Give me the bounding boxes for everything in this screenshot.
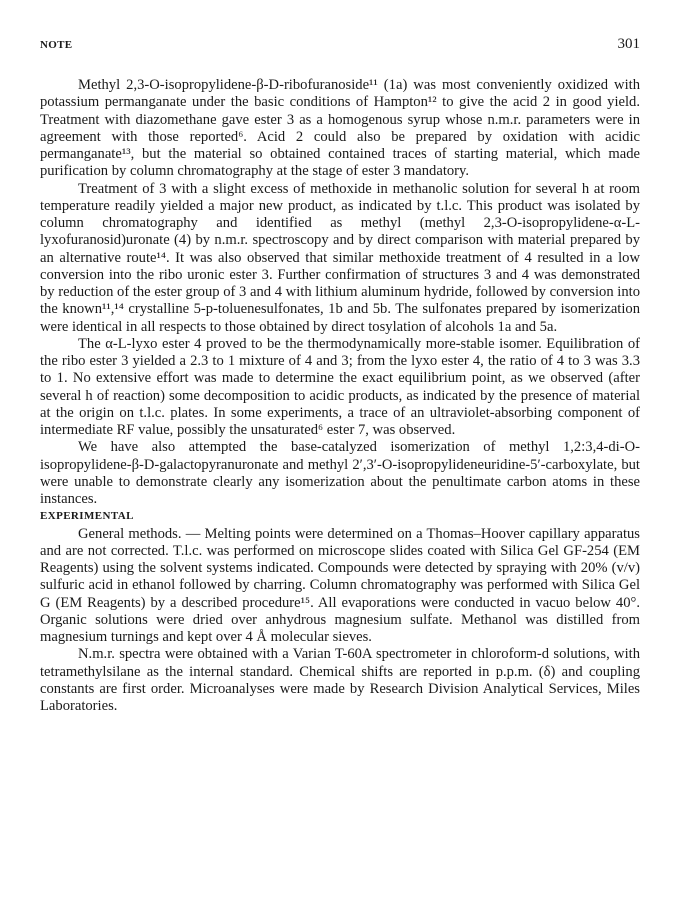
paragraph-equilibration: The α-L-lyxo ester 4 proved to be the thermodynamically more-stable isomer. Equilibration of the ribo ester 3 yielded a 2.3 to 1 mixture of 4 and 3; from the lyxo ester 4, the ratio of 4 to 3 was 3.3 to 1. No extensive effort was made to determine the exact equilibrium point, as we observed (after several h of reaction) some decomposition to acidic products, as indicated by the presence of material at the origin on t.l.c. plates. In some experiments, a trace of an ultraviolet-absorbing component of intermediate RF value, possibly the unsaturated⁶ ester 7, was observed. <box>40 335 640 438</box>
paragraph-other-isomerizations: We have also attempted the base-catalyzed isomerization of methyl 1,2:3,4-di-O-isopropylidene-β-D-galactopyranuronate and methyl 2′,3′-O-isopropylideneuridine-5′-carboxylate, but were unable to demonstrate clearly any isomerization about the penultimate carbon atoms in these instances. <box>40 439 640 507</box>
page-number: 301 <box>617 36 640 52</box>
page-header <box>40 36 640 56</box>
paragraph-nmr-spectra: N.m.r. spectra were obtained with a Varian T-60A spectrometer in chloroform-d solutions, with tetramethylsilane as the internal standard. Chemical shifts are reported in p.p.m. (δ) and coupling constants are first order. Microanalyses were made by Research Division Analytical Services, Miles Laboratories. <box>40 646 640 714</box>
paragraph-oxidation: Methyl 2,3-O-isopropylidene-β-D-ribofuranoside¹¹ (1a) was most conveniently oxidized with potassium permanganate under the basic conditions of Hampton¹² to give the acid 2 in good yield. Treatment with diazomethane gave ester 3 as a homogenous syrup whose n.m.r. parameters were in agreement with those reported⁶. Acid 2 could also be prepared by oxidation with acidic permanganate¹³, but the material so obtained contained traces of starting material, which made purification by column chromatography at the stage of ester 3 mandatory. <box>40 77 640 180</box>
paragraph-general-methods: General methods. — Melting points were determined on a Thomas–Hoover capillary apparatus and are not corrected. T.l.c. was performed on microscope slides coated with Silica Gel GF-254 (EM Reagents) using the solvent systems indicated. Compounds were detected by spraying with 20% (v/v) sulfuric acid in ethanol followed by charring. Column chromatography was performed with Silica Gel G (EM Reagents) by a described procedure¹⁵. All evaporations were conducted in vacuo below 40°. Organic solutions were dried over anhydrous magnesium sulfate. Methanol was distilled from magnesium turnings and kept over 4 Å molecular sieves. <box>40 525 640 645</box>
paragraph-methoxide-treatment: Treatment of 3 with a slight excess of methoxide in methanolic solution for several h at room temperature readily yielded a major new product, as indicated by t.l.c. This product was isolated by column chromatography and identified as methyl (methyl 2,3-O-isopropylidene-α-L-lyxofuranosid)uronate (4) by n.m.r. spectroscopy and by direct comparison with material prepared by an alternative route¹⁴. It was also observed that similar methoxide treatment of 4 resulted in a low conversion into the ribo uronic ester 3. Further confirmation of structures 3 and 4 was demonstrated by reduction of the ester group of 3 and 4 with lithium aluminum hydride, followed by conversion into the known¹¹,¹⁴ crystalline 5-p-toluenesulfonates, 1b and 5b. The sulfonates prepared by isomerization were identical in all respects to those obtained by direct tosylation of alcohols 1a and 5a. <box>40 180 640 335</box>
running-head: NOTE <box>40 39 73 51</box>
section-heading-experimental: EXPERIMENTAL <box>40 510 134 523</box>
article-body <box>40 77 640 715</box>
